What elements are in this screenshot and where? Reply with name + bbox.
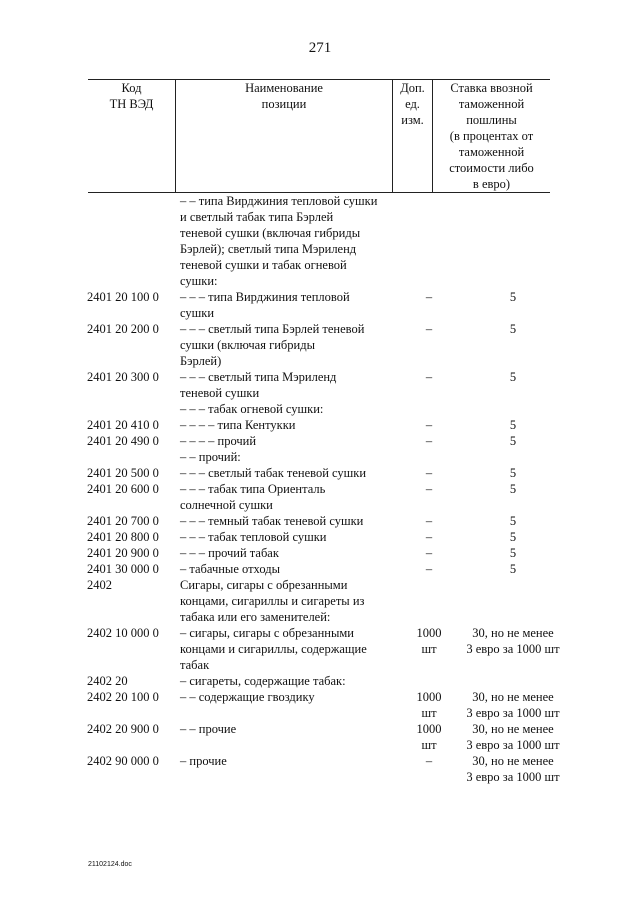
table-row: 2401 20 490 0 – – – – прочий – 5 [87, 434, 517, 448]
table-row: – – типа Вирджиния тепловой сушки и светлый табак типа Бэрлей теневой сушки (включая гибриды Бэрлей); светлый типа Мэриленд теневой сушки и табак огневой сушки: [180, 194, 378, 288]
table-row: 2402 20 – сигареты, содержащие табак: [87, 674, 346, 688]
table-row: 2401 20 500 0 – – – светлый табак теневой сушки – 5 [87, 466, 517, 480]
table-row: 2402 20 100 0 – – содержащие гвоздику 1000 шт 30, но не менее 3 евро за 1000 шт [87, 690, 560, 720]
header-code: Код ТН ВЭД [109, 81, 154, 111]
header-name: Наименование позиции [245, 81, 323, 111]
header-rate: Ставка ввозной таможенной пошлины (в процентах от таможенной стоимости либо в евро) [449, 81, 534, 191]
table-row: 2401 20 410 0 – – – – типа Кентукки – 5 [87, 418, 517, 432]
tariff-rows [0, 193, 640, 785]
table-row: 2402 10 000 0 – сигары, сигары с обрезанными концами и сигариллы, содержащие табак 1000 шт 30, но не менее 3 евро за 1000 шт [87, 626, 560, 672]
table-row: 2401 20 600 0 – – – табак типа Ориенталь солнечной сушки – 5 [87, 482, 517, 512]
document-filename: 21102124.doc [88, 861, 132, 868]
table-row: – – прочий: [180, 450, 241, 464]
table-row: 2401 20 300 0 – – – светлый типа Мэриленд теневой сушки – 5 [87, 370, 517, 400]
table-row: 2401 20 100 0 – – – типа Вирджиния тепловой сушки – 5 [87, 290, 517, 320]
table-row: 2401 20 900 0 – – – прочий табак – 5 [87, 546, 517, 560]
table-row: – – – табак огневой сушки: [180, 402, 324, 416]
table-row: 2401 20 200 0 – – – светлый типа Бэрлей теневой сушки (включая гибриды Бэрлей) – 5 [87, 322, 517, 368]
table-row: 2401 20 800 0 – – – табак тепловой сушки – 5 [87, 530, 517, 544]
table-row: 2402 Сигары, сигары с обрезанными концами, сигариллы и сигареты из табака или его заменителей: [87, 578, 365, 624]
table-row: 2401 20 700 0 – – – темный табак теневой сушки – 5 [87, 514, 517, 528]
page-number: 271 [308, 40, 332, 56]
table-row: 2402 90 000 0 – прочие – 30, но не менее 3 евро за 1000 шт [87, 754, 560, 784]
table-row: 2401 30 000 0 – табачные отходы – 5 [87, 562, 517, 576]
header-unit: Доп. ед. изм. [400, 81, 425, 127]
table-row: 2402 20 900 0 – – прочие 1000 шт 30, но не менее 3 евро за 1000 шт [87, 722, 560, 752]
